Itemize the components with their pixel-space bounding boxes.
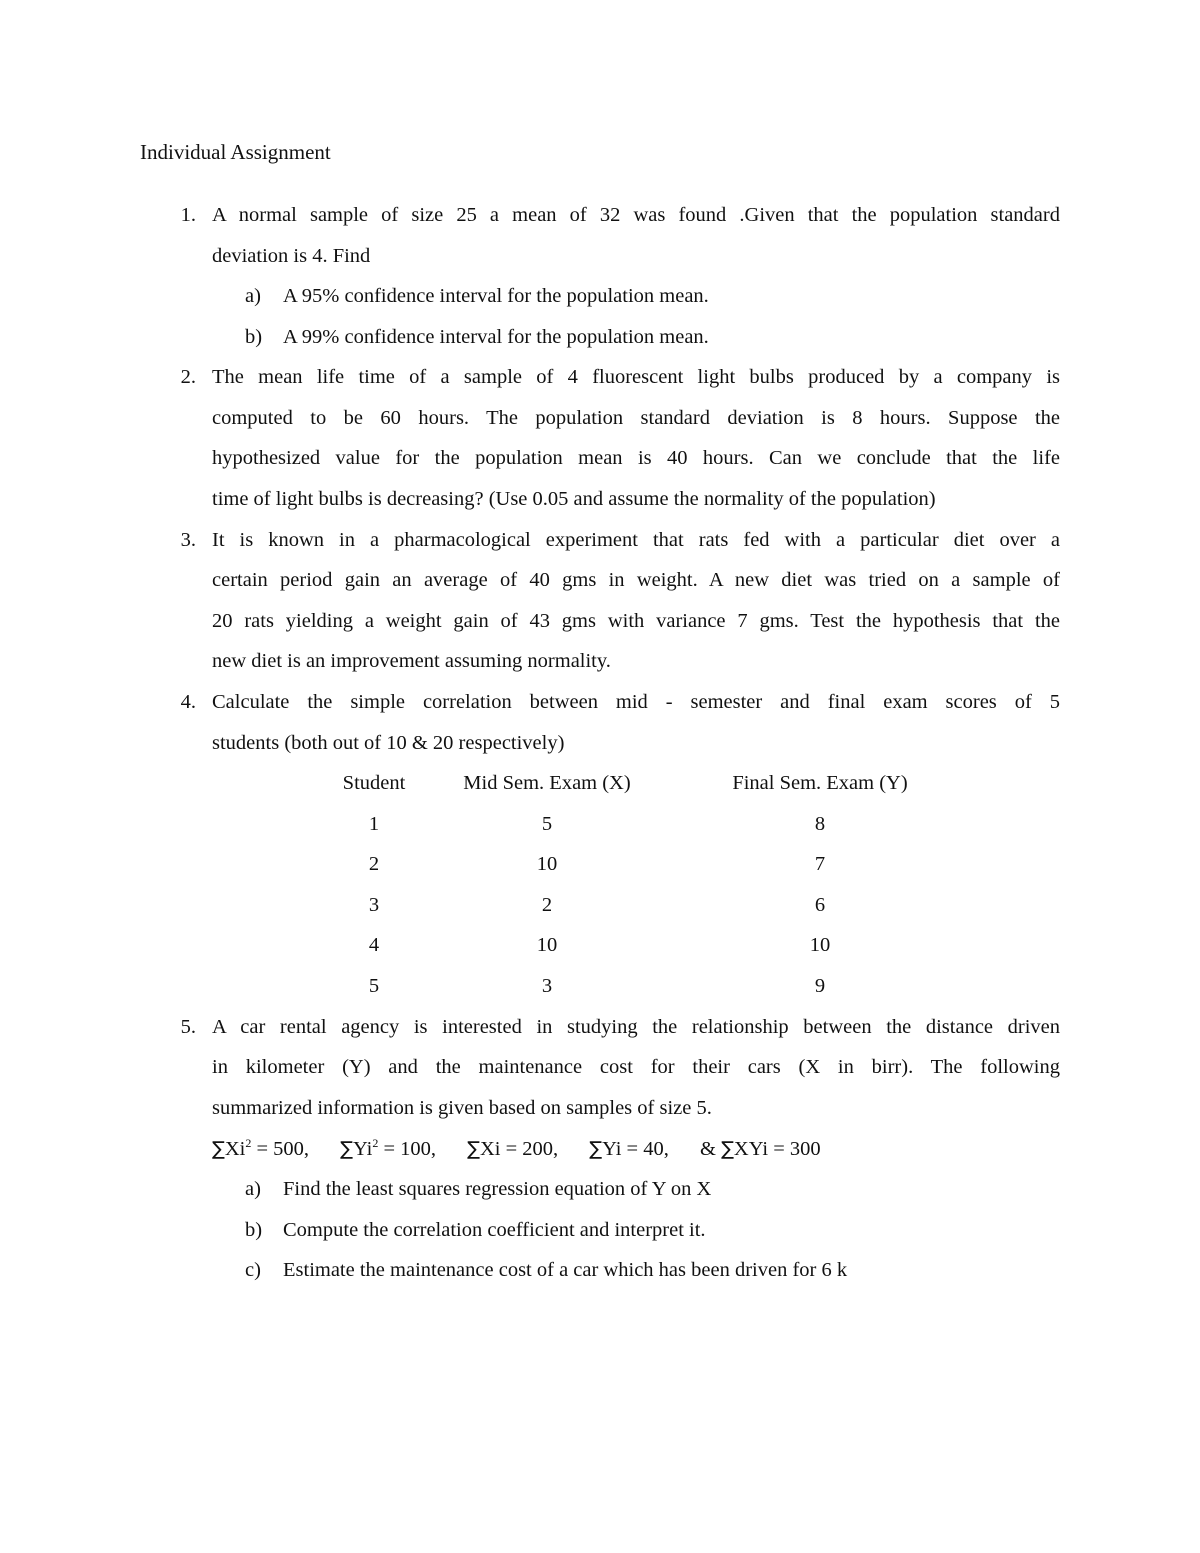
q5-line-3: summarized information is given based on samples of size 5. [212,1097,712,1119]
q1b-text: A 99% confidence interval for the population mean. [283,326,709,348]
sum-yi-squared: $\sum Yi^2 = 100$, [340,1136,436,1160]
table-cell: 9 [814,975,826,997]
table-header-mid: Mid Sem. Exam (X) [463,772,631,794]
q1a-text: A 95% confidence interval for the population mean. [283,285,709,307]
q4-line-1: Calculate the simple correlation between mid - semester and final exam scores of 5 [212,691,1060,713]
q5-line-2: in kilometer (Y) and the maintenance cost for their cars (X in birr). The following [212,1056,1060,1078]
q4-number: 4. [180,691,196,713]
table-cell: 4 [368,934,380,956]
table-cell: 1 [368,813,380,835]
table-cell: 2 [368,853,380,875]
q5b-text: Compute the correlation coefficient and interpret it. [283,1219,706,1241]
q5-number: 5. [180,1016,196,1038]
table-header-student: Student [342,772,406,794]
table-cell: 2 [541,894,553,916]
q1b-label: b) [245,326,263,348]
table-cell: 5 [541,813,553,835]
q1a-label: a) [245,285,261,307]
q5b-label: b) [245,1219,263,1241]
q1-line-2: deviation is 4. Find [212,245,371,267]
q2-line-4: time of light bulbs is decreasing? (Use 0.05 and assume the normality of the population) [212,488,936,510]
q3-line-1: It is known in a pharmacological experiment that rats fed with a particular diet over a [212,529,1060,551]
q2-line-3: hypothesized value for the population mean is 40 hours. Can we conclude that the life [212,447,1060,469]
q5c-label: c) [245,1259,261,1281]
table-cell: 3 [541,975,553,997]
q3-line-3: 20 rats yielding a weight gain of 43 gms with variance 7 gms. Test the hypothesis that the [212,610,1060,632]
q5a-label: a) [245,1178,261,1200]
table-cell: 10 [536,934,558,956]
q1-number: 1. [180,204,196,226]
summation-formulas [212,1136,821,1161]
table-cell: 10 [536,853,558,875]
q2-line-2: computed to be 60 hours. The population standard deviation is 8 hours. Suppose the [212,407,1060,429]
q3-line-4: new diet is an improvement assuming normality. [212,650,611,672]
sum-xi-squared: $\sum Xi^2 = 500$, [212,1136,309,1160]
q5-line-1: A car rental agency is interested in studying the relationship between the distance driven [212,1016,1060,1038]
q3-number: 3. [180,529,196,551]
q1-line-1: A normal sample of size 25 a mean of 32 was found .Given that the population standard [212,204,1060,226]
sum-yi: ∑Yi = 40, [589,1137,669,1160]
table-cell: 10 [809,934,831,956]
table-cell: 6 [814,894,826,916]
q2-line-1: The mean life time of a sample of 4 fluorescent light bulbs produced by a company is [212,366,1060,388]
q3-line-2: certain period gain an average of 40 gms in weight. A new diet was tried on a sample of [212,569,1060,591]
table-cell: 5 [368,975,380,997]
table-cell: 8 [814,813,826,835]
q4-line-2: students (both out of 10 & 20 respectively) [212,732,565,754]
sum-xi: ∑Xi = 200, [467,1137,559,1160]
page-title: Individual Assignment [140,140,331,164]
q5a-text: Find the least squares regression equation of Y on X [283,1178,712,1200]
table-cell: 7 [814,853,826,875]
q5c-text: Estimate the maintenance cost of a car which has been driven for 6 k [283,1259,848,1281]
sum-xyi: & ∑XYi = 300 [700,1137,821,1160]
q2-number: 2. [180,366,196,388]
table-cell: 3 [368,894,380,916]
table-header-final: Final Sem. Exam (Y) [732,772,908,794]
